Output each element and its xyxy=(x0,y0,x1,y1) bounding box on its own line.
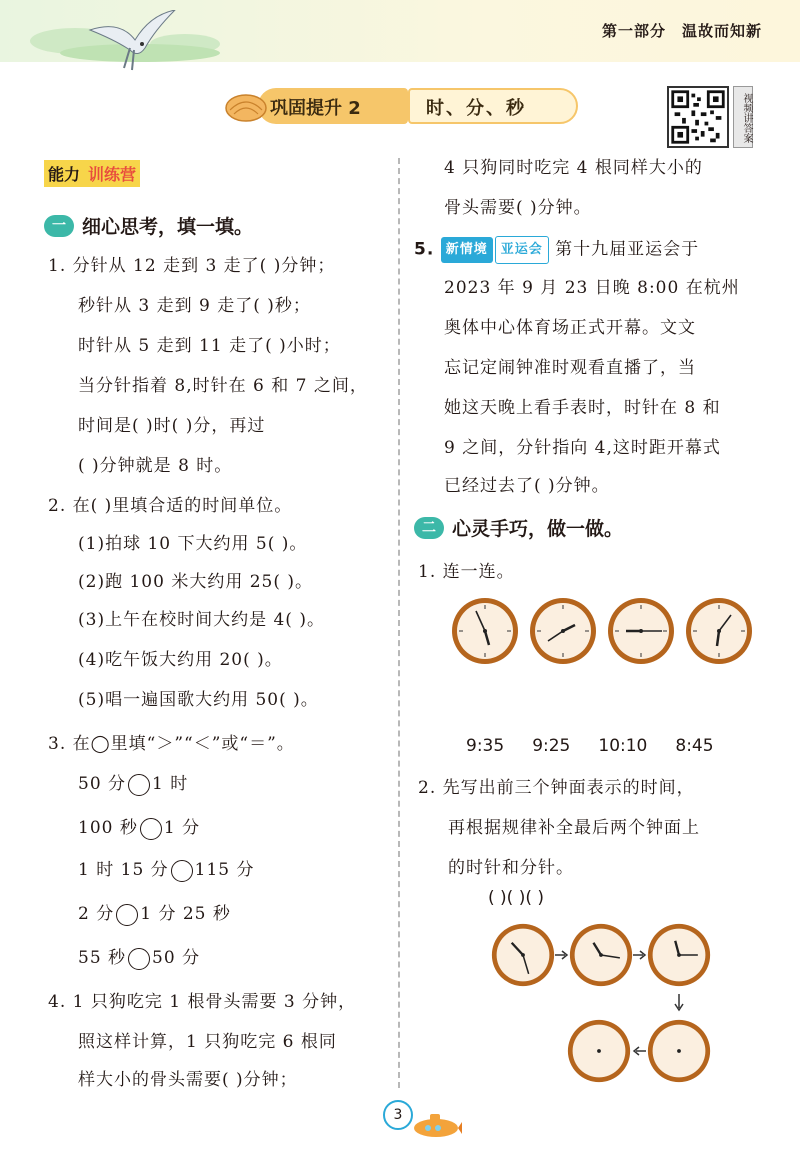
q3-line-1: 3. 在◯里填“＞”“＜”或“＝”。 xyxy=(48,734,295,754)
compare-left: 2 分 xyxy=(78,904,115,924)
tag-new-context: 新情境 xyxy=(441,237,493,263)
compare-row-5 xyxy=(78,946,200,970)
section2-title: 心灵手巧，做一做。 xyxy=(452,518,624,540)
clock-a xyxy=(450,596,520,666)
compare-row-2 xyxy=(78,816,200,840)
compare-blank[interactable] xyxy=(128,774,150,796)
q4-cont-line-2: 骨头需要( )分钟。 xyxy=(444,198,592,218)
q2-item-5: (5)唱一遍国歌大约用 50( )。 xyxy=(78,690,319,710)
compare-row-4 xyxy=(78,902,231,926)
clock-seq-1 xyxy=(490,922,556,988)
submarine-icon xyxy=(408,1112,462,1138)
clock-seq-3 xyxy=(646,922,712,988)
q5-line-6: 9 之间，分针指向 4,这时距开幕式 xyxy=(444,438,721,458)
s2-q1-label: 1. 连一连。 xyxy=(418,562,515,582)
section2-heading xyxy=(414,514,623,541)
seagull-illustration xyxy=(80,10,200,80)
q4-cont-line-1: 4 只狗同时吃完 4 根同样大小的 xyxy=(444,158,703,178)
section1-number: 一 xyxy=(44,215,74,237)
q5-line-7: 已经过去了( )分钟。 xyxy=(444,476,610,496)
clock-seq-2 xyxy=(568,922,634,988)
compare-right: 1 分 25 秒 xyxy=(140,904,231,924)
section1-title: 细心思考，填一填。 xyxy=(82,216,254,238)
time-option: 9:25 xyxy=(532,736,571,756)
time-option: 9:35 xyxy=(466,736,505,756)
q4-line-3: 样大小的骨头需要( )分钟； xyxy=(78,1070,298,1090)
training-label-1: 能力 xyxy=(44,160,84,187)
s2-q2-line-2: 再根据规律补全最后两个钟面上 xyxy=(448,818,700,838)
banner-topic: 时、分、秒 xyxy=(426,98,526,119)
arrow-right-icon xyxy=(633,950,647,960)
clock-d xyxy=(684,596,754,666)
q1-line-3: 时针从 5 走到 11 走了( )小时； xyxy=(78,336,341,356)
q5-first-text: 第十九届亚运会于 xyxy=(555,239,700,260)
compare-left: 1 时 15 分 xyxy=(78,860,169,880)
time-option: 8:45 xyxy=(675,736,714,756)
section2-number: 二 xyxy=(414,517,444,539)
q5-line-5: 她这天晚上看手表时，时针在 8 和 xyxy=(444,398,721,418)
q2-item-4: (4)吃午饭大约用 20( )。 xyxy=(78,650,283,670)
q4-line-2: 照这样计算，1 只狗吃完 6 根同 xyxy=(78,1032,337,1052)
s2-q2-line-1: 2. 先写出前三个钟面表示的时间， xyxy=(418,778,695,798)
q2-line-1: 2. 在( )里填合适的时间单位。 xyxy=(48,496,293,516)
q5-number: 5. xyxy=(414,239,435,260)
compare-right: 1 分 xyxy=(163,818,201,838)
arrow-left-icon xyxy=(632,1046,646,1056)
compare-right: 115 分 xyxy=(194,860,255,880)
compare-left: 50 分 xyxy=(78,774,127,794)
compare-left: 55 秒 xyxy=(78,948,127,968)
q5-line-3: 奥体中心体育场正式开幕。文文 xyxy=(444,318,696,338)
q1-line-2: 秒针从 3 走到 9 走了( )秒； xyxy=(78,296,311,316)
banner-title: 巩固提升 2 xyxy=(270,98,361,119)
compare-blank[interactable] xyxy=(171,860,193,882)
q1-line-6: ( )分钟就是 8 时。 xyxy=(78,456,233,476)
header-section: 温故而知新 xyxy=(681,22,762,40)
clock-b xyxy=(528,596,598,666)
arrow-down-icon xyxy=(674,994,684,1012)
q5-line-2: 2023 年 9 月 23 日晚 8:00 在杭州 xyxy=(444,278,740,298)
s2-q2-line-3: 的时针和分针。 xyxy=(448,858,574,878)
q2-item-3: (3)上午在校时间大约是 4( )。 xyxy=(78,610,325,630)
running-header xyxy=(586,20,762,41)
q1-line-1: 1. 分针从 12 走到 3 走了( )分钟； xyxy=(48,256,336,276)
clock-c xyxy=(606,596,676,666)
q2-item-1: (1)拍球 10 下大约用 5( )。 xyxy=(78,534,308,554)
q5-line-4: 忘记定闹钟准时观看直播了，当 xyxy=(444,358,696,378)
training-label-2: 训练营 xyxy=(84,160,140,187)
clock-seq-5[interactable] xyxy=(566,1018,632,1084)
time-option: 10:10 xyxy=(598,736,648,756)
section1-heading xyxy=(44,212,253,239)
q1-line-5: 时间是( )时( )分，再过 xyxy=(78,416,266,436)
q2-item-2: (2)跑 100 米大约用 25( )。 xyxy=(78,572,314,592)
answer-blanks[interactable]: ( )( )( ) xyxy=(488,888,545,908)
compare-blank[interactable] xyxy=(140,818,162,840)
page-number: 3 xyxy=(383,1100,413,1130)
q1-line-4: 当分针指着 8,时针在 6 和 7 之间， xyxy=(78,376,368,396)
clock-seq-4[interactable] xyxy=(646,1018,712,1084)
compare-row-1 xyxy=(78,772,188,796)
compare-right: 50 分 xyxy=(152,948,201,968)
header-part: 第一部分 xyxy=(601,22,666,40)
lesson-banner xyxy=(238,88,578,124)
training-badge xyxy=(44,160,140,186)
qr-label: 视频讲答案 xyxy=(733,86,753,148)
q4-line-1: 4. 1 只狗吃完 1 根骨头需要 3 分钟， xyxy=(48,992,357,1012)
compare-row-3 xyxy=(78,858,255,882)
times-row xyxy=(466,736,742,756)
compare-right: 1 时 xyxy=(152,774,189,794)
tag-asian-games: 亚运会 xyxy=(495,236,549,264)
arrow-right-icon xyxy=(555,950,569,960)
compare-blank[interactable] xyxy=(128,948,150,970)
compare-left: 100 秒 xyxy=(78,818,138,838)
column-divider xyxy=(398,158,400,1088)
compare-blank[interactable] xyxy=(116,904,138,926)
q5-line-1 xyxy=(414,236,699,264)
shell-icon xyxy=(224,90,268,122)
qr-code[interactable] xyxy=(667,86,729,148)
